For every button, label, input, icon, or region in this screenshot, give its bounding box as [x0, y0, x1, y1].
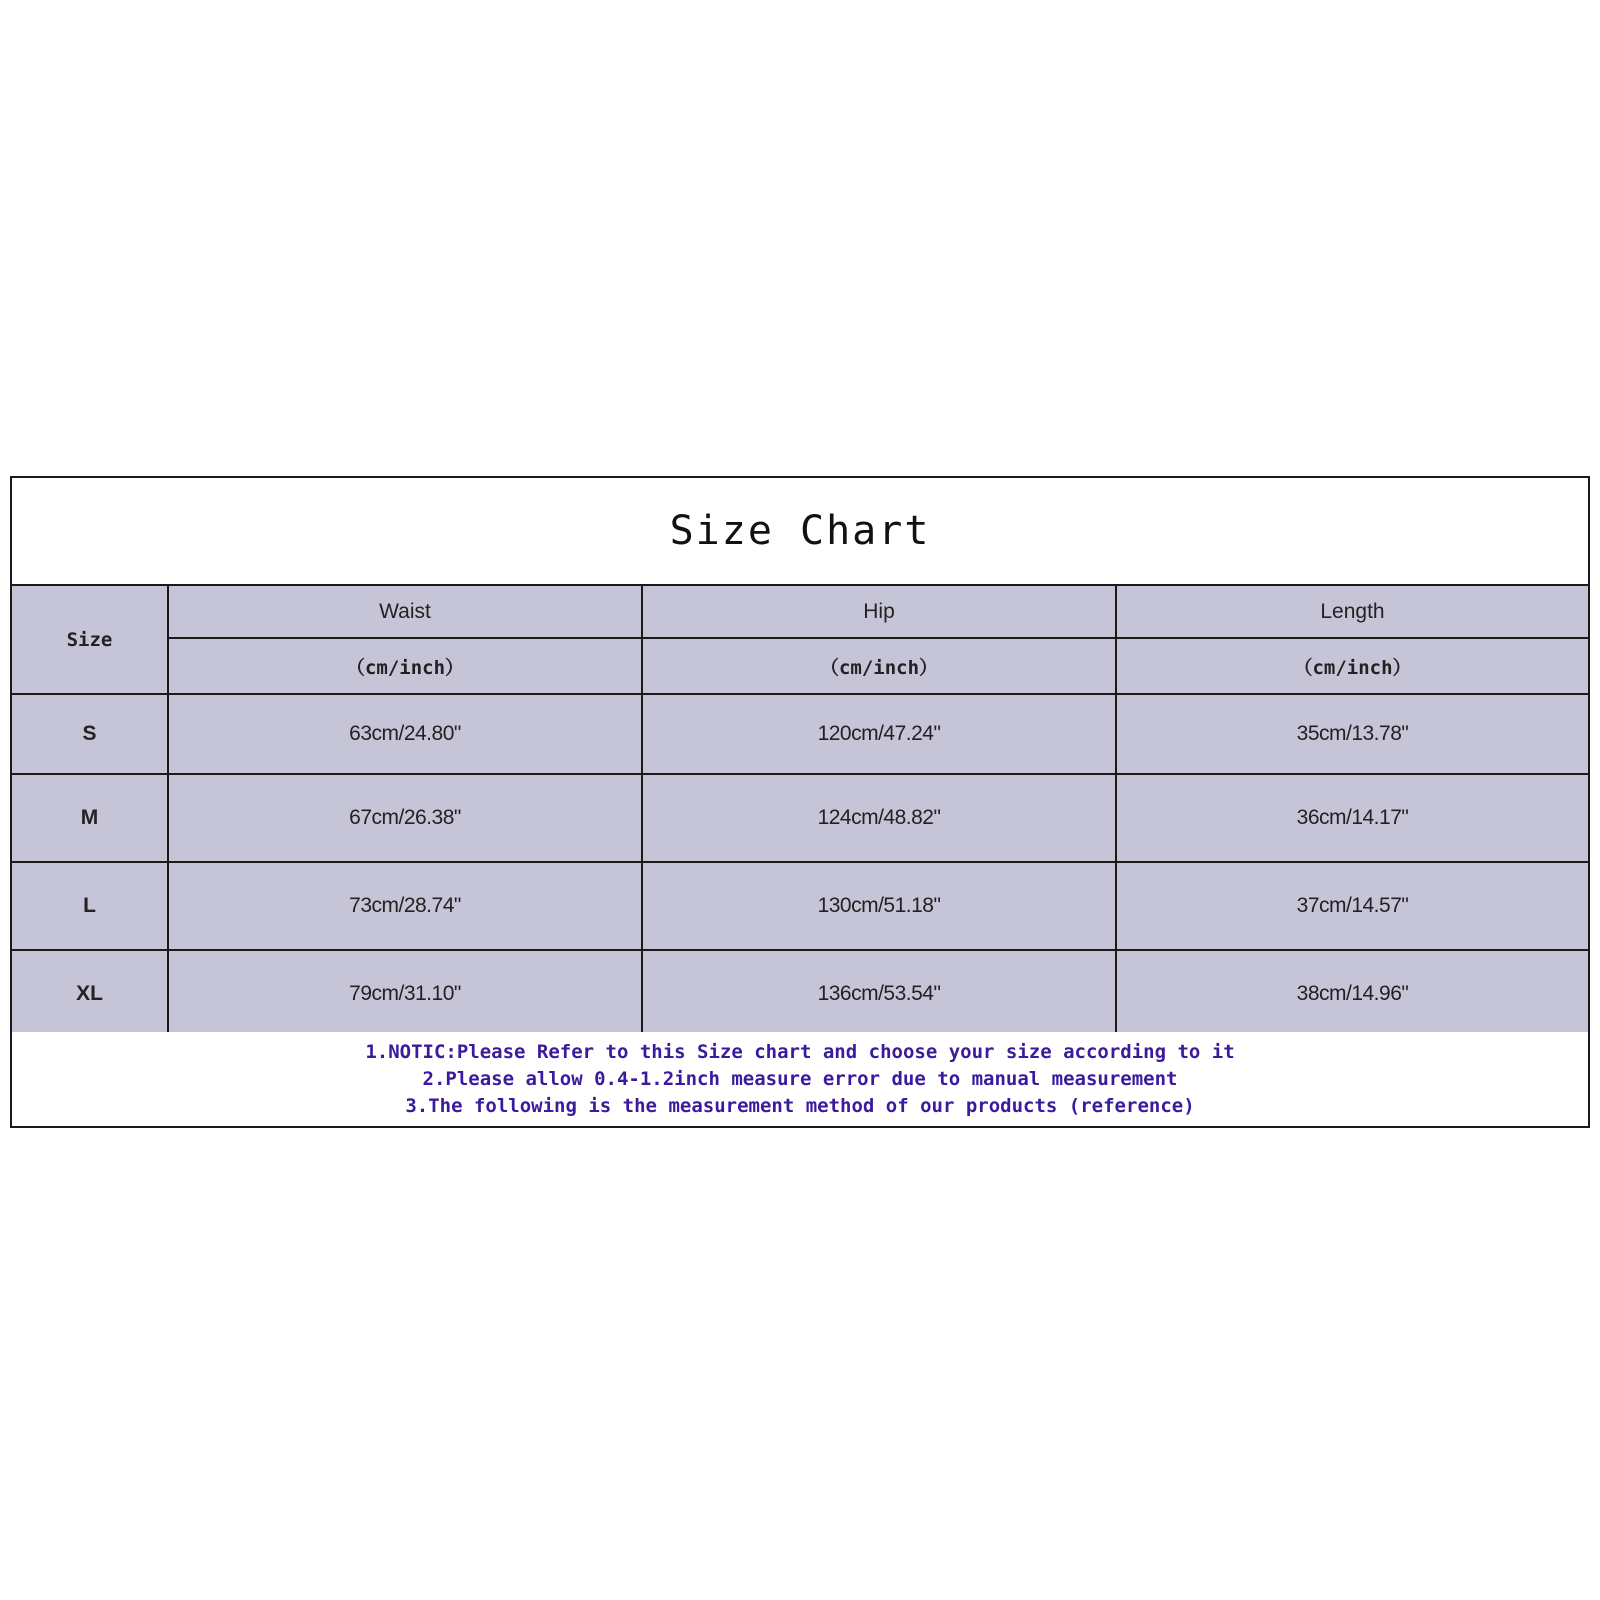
- note-line: 2.Please allow 0.4-1.2inch measure error due to manual measurement: [422, 1067, 1178, 1090]
- header-row-names: [12, 586, 1588, 638]
- header-row-units: [12, 638, 1588, 694]
- chart-title: Size Chart: [669, 508, 931, 554]
- length-column-header: Length: [1116, 586, 1588, 638]
- waist-value: 67cm/26.38": [168, 774, 642, 862]
- table-row: [12, 862, 1588, 950]
- waist-unit-label: （cm/inch）: [168, 638, 642, 694]
- table-row: [12, 774, 1588, 862]
- size-label: L: [12, 862, 168, 950]
- size-label: XL: [12, 950, 168, 1038]
- hip-column-header: Hip: [642, 586, 1116, 638]
- note-line: 3.The following is the measurement method of our products (reference): [405, 1094, 1195, 1117]
- length-value: 38cm/14.96": [1116, 950, 1588, 1038]
- length-value: 35cm/13.78": [1116, 694, 1588, 774]
- size-column-header: Size: [12, 586, 168, 694]
- hip-value: 120cm/47.24": [642, 694, 1116, 774]
- hip-value: 136cm/53.54": [642, 950, 1116, 1038]
- size-table: [12, 586, 1588, 1039]
- waist-value: 73cm/28.74": [168, 862, 642, 950]
- title-area: [12, 478, 1588, 586]
- size-label: S: [12, 694, 168, 774]
- size-label: M: [12, 774, 168, 862]
- note-line: 1.NOTIC:Please Refer to this Size chart and choose your size according to it: [365, 1040, 1235, 1063]
- length-value: 37cm/14.57": [1116, 862, 1588, 950]
- table-row: [12, 950, 1588, 1038]
- notes-section: [12, 1032, 1588, 1126]
- table-row: [12, 694, 1588, 774]
- length-value: 36cm/14.17": [1116, 774, 1588, 862]
- waist-column-header: Waist: [168, 586, 642, 638]
- hip-value: 124cm/48.82": [642, 774, 1116, 862]
- length-unit-label: （cm/inch）: [1116, 638, 1588, 694]
- waist-value: 63cm/24.80": [168, 694, 642, 774]
- hip-value: 130cm/51.18": [642, 862, 1116, 950]
- size-chart: [10, 476, 1590, 1128]
- hip-unit-label: （cm/inch）: [642, 638, 1116, 694]
- waist-value: 79cm/31.10": [168, 950, 642, 1038]
